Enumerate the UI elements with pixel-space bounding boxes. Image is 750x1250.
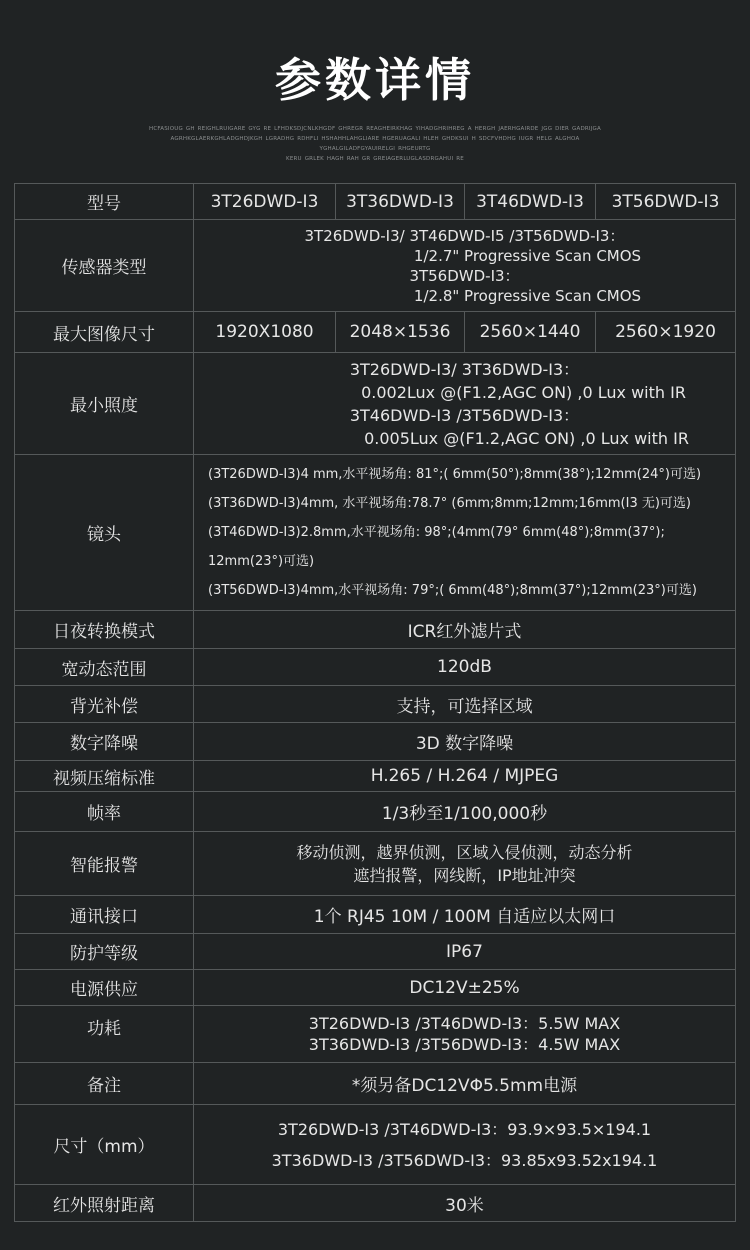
model-value: 3T46DWD-I3 [465,184,596,220]
spec-table [14,183,736,1222]
label-day-night: 日夜转换模式 [15,611,194,649]
size-line: 3T36DWD-I3 /3T56DWD-I3：93.85x93.52x194.1 [271,1150,658,1170]
model-value: 3T36DWD-I3 [336,184,465,220]
label-note: 备注 [15,1063,194,1105]
resolution-value: 2560×1440 [465,312,596,353]
label-smart-alarm: 智能报警 [15,832,194,896]
sensor-value [194,220,736,312]
lens-line: (3T56DWD-I3)4mm,水平视场角: 79°;( 6mm(48°);8mm(37°);12mm(23°)可选) [208,583,697,598]
compression-value: H.265 / H.264 / MJPEG [194,761,736,792]
row-smart-alarm [15,832,736,896]
label-size: 尺寸（mm） [15,1105,194,1185]
subtitle-line: HCFASIOUG GH REIGHLRUIGARE GYG RE LFHDKSDJCNLKHGDF GHREGR REAGHEIRKHAG YIHADGHRIHREG A HERGH JAERHGAIRDE JGG DIER GADRIJGA [149,126,601,132]
label-model: 型号 [15,184,194,220]
illumination-line: 0.005Lux @(F1.2,AGC ON) ,0 Lux with IR [364,428,689,448]
row-model [15,184,736,220]
row-day-night [15,611,736,649]
ir-distance-value: 30米 [194,1185,736,1222]
row-frame-rate [15,792,736,832]
label-compression: 视频压缩标准 [15,761,194,792]
lens-line: (3T46DWD-I3)2.8mm,水平视场角: 98°;(4mm(79° 6mm(48°);8mm(37°); [208,525,665,540]
row-min-illumination [15,353,736,455]
lens-line: (3T36DWD-I3)4mm, 水平视场角:78.7° (6mm;8mm;12mm;16mm(I3 无)可选) [208,496,691,511]
lens-line: (3T26DWD-I3)4 mm,水平视场角: 81°;( 6mm(50°);8mm(38°);12mm(24°)可选) [208,467,702,482]
protection-value: IP67 [194,934,736,970]
sensor-line: 3T26DWD-I3/ 3T46DWD-I5 /3T56DWD-I3： [304,226,625,245]
row-size [15,1105,736,1185]
label-min-illumination: 最小照度 [15,353,194,455]
dnr-value: 3D 数字降噪 [194,723,736,761]
row-compression [15,761,736,792]
blc-value: 支持，可选择区域 [194,686,736,723]
illumination-value [194,353,736,455]
illumination-line: 0.002Lux @(F1.2,AGC ON) ,0 Lux with IR [361,382,686,402]
label-interface: 通讯接口 [15,896,194,934]
label-sensor: 传感器类型 [15,220,194,312]
model-value: 3T56DWD-I3 [596,184,736,220]
label-consumption: 功耗 [15,1006,194,1063]
lens-line: 12mm(23°)可选) [208,554,315,569]
smart-alarm-value [194,832,736,896]
label-frame-rate: 帧率 [15,792,194,832]
interface-value: 1个 RJ45 10M / 100M 自适应以太网口 [194,896,736,934]
consumption-line: 3T36DWD-I3 /3T56DWD-I3：4.5W MAX [308,1035,621,1054]
smart-alarm-line: 移动侦测，越界侦测，区域入侵侦测，动态分析 [296,842,633,862]
row-dnr [15,723,736,761]
resolution-value: 1920X1080 [194,312,336,353]
label-max-resolution: 最大图像尺寸 [15,312,194,353]
size-line: 3T26DWD-I3 /3T46DWD-I3：93.9×93.5×194.1 [277,1119,652,1139]
row-ir-distance [15,1185,736,1222]
row-wdr [15,649,736,686]
page-title: 参数详情 [275,53,475,107]
illumination-line: 3T26DWD-I3/ 3T36DWD-I3： [349,359,580,379]
row-sensor [15,220,736,312]
lens-value [194,455,736,611]
row-power [15,970,736,1006]
row-consumption [15,1006,736,1063]
subtitle-line: KERU GRLEK HAGH RAH GR GREIAGERLUGLASDRGAHUI RE [286,156,464,162]
decorative-subtitle [140,124,610,164]
row-protection [15,934,736,970]
row-max-resolution [15,312,736,353]
subtitle-line: AGRHKGLAERKGHLADGHDJKGH LGRADHG RDHFLI HSHAHHLAHGLIARE HGERUAGALI HLEH GHDKSUI H SDCFVHDHG IUGR HELG ALGHOA YGHALGILADFGYAUIRELGI RHGEURTG [170,136,580,152]
consumption-value [194,1006,736,1063]
consumption-line: 3T26DWD-I3 /3T46DWD-I3：5.5W MAX [308,1014,621,1033]
resolution-value: 2048×1536 [336,312,465,353]
label-dnr: 数字降噪 [15,723,194,761]
row-blc [15,686,736,723]
label-protection: 防护等级 [15,934,194,970]
label-wdr: 宽动态范围 [15,649,194,686]
frame-rate-value: 1/3秒至1/100,000秒 [194,792,736,832]
row-lens [15,455,736,611]
resolution-value: 2560×1920 [596,312,736,353]
note-value: *须另备DC12VΦ5.5mm电源 [194,1063,736,1105]
label-power: 电源供应 [15,970,194,1006]
smart-alarm-line: 遮挡报警，网线断，IP地址冲突 [353,865,576,885]
sensor-line: 1/2.7" Progressive Scan CMOS [413,246,642,265]
day-night-value: ICR红外滤片式 [194,611,736,649]
model-value: 3T26DWD-I3 [194,184,336,220]
label-lens: 镜头 [15,455,194,611]
row-note [15,1063,736,1105]
label-ir-distance: 红外照射距离 [15,1185,194,1222]
power-value: DC12V±25% [194,970,736,1006]
size-value [194,1105,736,1185]
label-blc: 背光补偿 [15,686,194,723]
sensor-line: 3T56DWD-I3： [409,266,520,285]
row-interface [15,896,736,934]
sensor-line: 1/2.8" Progressive Scan CMOS [413,286,642,305]
wdr-value: 120dB [194,649,736,686]
illumination-line: 3T46DWD-I3 /3T56DWD-I3： [349,405,580,425]
